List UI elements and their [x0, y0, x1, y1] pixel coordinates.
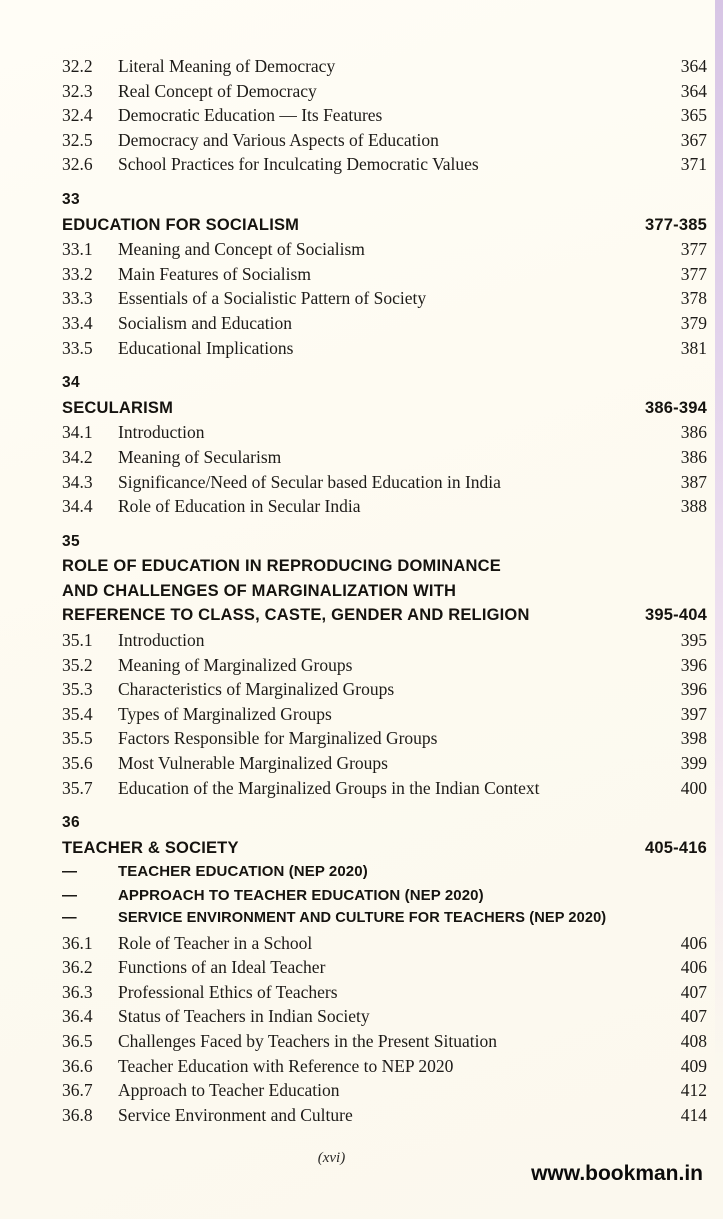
- entry-page: 364: [680, 80, 707, 101]
- chapter-number: 36: [62, 814, 81, 832]
- entry-page: 408: [680, 1031, 707, 1051]
- entry-number: 36.7: [62, 1080, 93, 1101]
- toc-entry: [62, 445, 707, 470]
- entry-number: 35.6: [62, 753, 93, 774]
- entry-title: Essentials of a Socialistic Pattern of Society: [118, 288, 427, 309]
- entry-page: 409: [680, 1055, 707, 1076]
- entry-page: 371: [680, 154, 707, 175]
- toc-entry: [62, 237, 707, 262]
- chapter-heading: EDUCATION FOR SOCIALISM: [62, 215, 300, 234]
- toc-section-32: [62, 54, 707, 177]
- chapter-page-range: 377-385: [645, 215, 707, 234]
- entry-number: 36.4: [62, 1006, 93, 1027]
- entry-title: Educational Implications: [118, 337, 294, 358]
- chapter-heading-row: [62, 836, 707, 861]
- entry-page: 407: [680, 981, 707, 1002]
- page-folio: (xvi): [317, 1150, 346, 1166]
- entry-number: 36.5: [62, 1031, 93, 1051]
- entry-number: 36.8: [62, 1104, 93, 1125]
- chapter-heading: TEACHER & SOCIETY: [62, 838, 239, 857]
- entry-number: 35.1: [62, 630, 93, 651]
- chapter-heading-row: [62, 213, 707, 238]
- entry-page: 367: [680, 129, 707, 150]
- entry-title: Main Features of Socialism: [118, 263, 311, 284]
- entry-title: Introduction: [118, 422, 205, 443]
- entry-page: 400: [680, 777, 707, 798]
- entry-number: 33.1: [62, 239, 93, 260]
- toc-entry: [62, 54, 707, 79]
- entry-title: Types of Marginalized Groups: [118, 703, 332, 724]
- entry-title: Challenges Faced by Teachers in the Present Situation: [118, 1031, 497, 1051]
- toc-entry: [62, 776, 707, 801]
- entry-number: 33.4: [62, 312, 93, 333]
- entry-page: 377: [680, 263, 707, 284]
- toc-entry: [62, 1029, 707, 1054]
- chapter-heading-row: [62, 603, 707, 628]
- entry-page: 388: [680, 496, 707, 517]
- entry-title: Meaning of Marginalized Groups: [118, 654, 353, 675]
- entry-page: 412: [680, 1080, 707, 1101]
- entry-number: 35.5: [62, 728, 93, 749]
- entry-page: 396: [680, 654, 707, 675]
- entry-page: 406: [680, 957, 707, 978]
- entry-title: Service Environment and Culture: [118, 1104, 353, 1125]
- toc-entry: [62, 955, 707, 980]
- entry-title: Literal Meaning of Democracy: [118, 56, 336, 76]
- entry-page: 365: [680, 105, 707, 126]
- toc-entry: [62, 311, 707, 336]
- dash-bullet: —: [62, 863, 78, 881]
- entry-number: 36.3: [62, 981, 93, 1002]
- chapter-heading: AND CHALLENGES OF MARGINALIZATION WITH: [62, 581, 457, 600]
- entry-number: 32.3: [62, 80, 93, 101]
- entry-title: Professional Ethics of Teachers: [118, 981, 338, 1002]
- toc-entry: [62, 1078, 707, 1103]
- entry-number: 36.6: [62, 1055, 93, 1076]
- site-watermark: www.bookman.in: [531, 1162, 703, 1185]
- entry-page: 398: [680, 728, 707, 749]
- entry-title: School Practices for Inculcating Democratic Values: [118, 154, 479, 175]
- toc-entry: [62, 79, 707, 104]
- toc-entry: [62, 702, 707, 727]
- entry-number: 35.2: [62, 654, 93, 675]
- toc-entry: [62, 336, 707, 361]
- toc-section-36: [62, 811, 707, 1127]
- entry-page: 386: [680, 446, 707, 467]
- entry-number: 32.2: [62, 56, 93, 76]
- toc-entry: [62, 980, 707, 1005]
- toc-entry: [62, 262, 707, 287]
- entry-title: Socialism and Education: [118, 312, 292, 333]
- toc-section-34: [62, 371, 707, 519]
- chapter-heading: ROLE OF EDUCATION IN REPRODUCING DOMINANCE: [62, 557, 501, 576]
- entry-title: Functions of an Ideal Teacher: [118, 957, 326, 978]
- chapter-page-range: 386-394: [645, 398, 707, 417]
- chapter-subtopic: [62, 907, 707, 930]
- entry-number: 35.3: [62, 679, 93, 700]
- toc-entry: [62, 677, 707, 702]
- chapter-heading-row: [62, 396, 707, 421]
- chapter-heading: REFERENCE TO CLASS, CASTE, GENDER AND RELIGION: [62, 606, 530, 625]
- entry-number: 33.3: [62, 288, 93, 309]
- entry-title: Education of the Marginalized Groups in the Indian Context: [118, 777, 540, 798]
- entry-number: 35.4: [62, 703, 93, 724]
- entry-title: Most Vulnerable Marginalized Groups: [118, 753, 388, 774]
- toc-entry: [62, 1054, 707, 1079]
- toc-entry: [62, 628, 707, 653]
- entry-page: 379: [680, 312, 707, 333]
- entry-page: 407: [680, 1006, 707, 1027]
- toc-entry: [62, 128, 707, 153]
- chapter-subtopic: [62, 884, 707, 907]
- entry-number: 32.5: [62, 129, 93, 150]
- entry-page: 414: [680, 1104, 707, 1125]
- chapter-number: 34: [62, 374, 81, 392]
- entry-number: 36.2: [62, 957, 93, 978]
- entry-page: 397: [680, 703, 707, 724]
- entry-title: Democracy and Various Aspects of Education: [118, 129, 439, 150]
- entry-title: Significance/Need of Secular based Education in India: [118, 471, 501, 492]
- toc-entry: [62, 1004, 707, 1029]
- entry-page: 395: [680, 630, 707, 651]
- toc-entry: [62, 103, 707, 128]
- toc-entry: [62, 931, 707, 956]
- chapter-page-range: 395-404: [645, 606, 707, 625]
- toc-section-35: [62, 530, 707, 801]
- toc-entry: [62, 653, 707, 678]
- entry-number: 34.3: [62, 471, 93, 492]
- entry-page: 381: [680, 337, 707, 358]
- entry-page: 399: [680, 753, 707, 774]
- entry-title: Teacher Education with Reference to NEP 2020: [118, 1055, 454, 1076]
- toc-entry: [62, 286, 707, 311]
- entry-number: 33.2: [62, 263, 93, 284]
- toc-entry: [62, 1103, 707, 1128]
- entry-number: 33.5: [62, 337, 93, 358]
- subtopic-label: SERVICE ENVIRONMENT AND CULTURE FOR TEACHERS (NEP 2020): [118, 910, 607, 927]
- chapter-subtopic: [62, 860, 707, 883]
- scan-edge-shadow: [715, 0, 723, 1219]
- entry-page: 378: [680, 288, 707, 309]
- entry-number: 32.6: [62, 154, 93, 175]
- entry-number: 35.7: [62, 777, 93, 798]
- entry-title: Factors Responsible for Marginalized Groups: [118, 728, 438, 749]
- toc-entry: [62, 152, 707, 177]
- entry-page: 406: [680, 932, 707, 953]
- chapter-heading-row: [62, 579, 707, 604]
- chapter-heading-row: [62, 554, 707, 579]
- chapter-number: 33: [62, 190, 81, 208]
- entry-title: Democratic Education — Its Features: [118, 105, 383, 126]
- toc-entry: [62, 470, 707, 495]
- chapter-page-range: 405-416: [645, 838, 707, 857]
- entry-title: Meaning of Secularism: [118, 446, 282, 467]
- entry-page: 377: [680, 239, 707, 260]
- entry-title: Characteristics of Marginalized Groups: [118, 679, 395, 700]
- toc-entry: [62, 420, 707, 445]
- table-of-contents: [62, 54, 707, 1127]
- entry-number: 36.1: [62, 932, 93, 953]
- entry-number: 34.4: [62, 496, 93, 517]
- entry-title: Status of Teachers in Indian Society: [118, 1006, 370, 1027]
- toc-entry: [62, 726, 707, 751]
- subtopic-label: APPROACH TO TEACHER EDUCATION (NEP 2020): [118, 886, 484, 904]
- dash-bullet: —: [62, 886, 78, 904]
- chapter-heading: SECULARISM: [62, 398, 174, 417]
- entry-title: Role of Education in Secular India: [118, 496, 361, 517]
- entry-page: 387: [680, 471, 707, 492]
- toc-entry: [62, 751, 707, 776]
- entry-number: 32.4: [62, 105, 93, 126]
- dash-bullet: —: [62, 910, 77, 927]
- entry-page: 396: [680, 679, 707, 700]
- entry-title: Introduction: [118, 630, 205, 651]
- chapter-number: 35: [62, 532, 81, 550]
- toc-section-33: [62, 188, 707, 360]
- entry-title: Role of Teacher in a School: [118, 932, 313, 953]
- entry-page: 364: [680, 56, 707, 76]
- entry-page: 386: [680, 422, 707, 443]
- toc-entry: [62, 494, 707, 519]
- entry-number: 34.1: [62, 422, 93, 443]
- entry-number: 34.2: [62, 446, 93, 467]
- entry-title: Real Concept of Democracy: [118, 80, 317, 101]
- entry-title: Approach to Teacher Education: [118, 1080, 340, 1101]
- entry-title: Meaning and Concept of Socialism: [118, 239, 365, 260]
- subtopic-label: TEACHER EDUCATION (NEP 2020): [118, 863, 368, 881]
